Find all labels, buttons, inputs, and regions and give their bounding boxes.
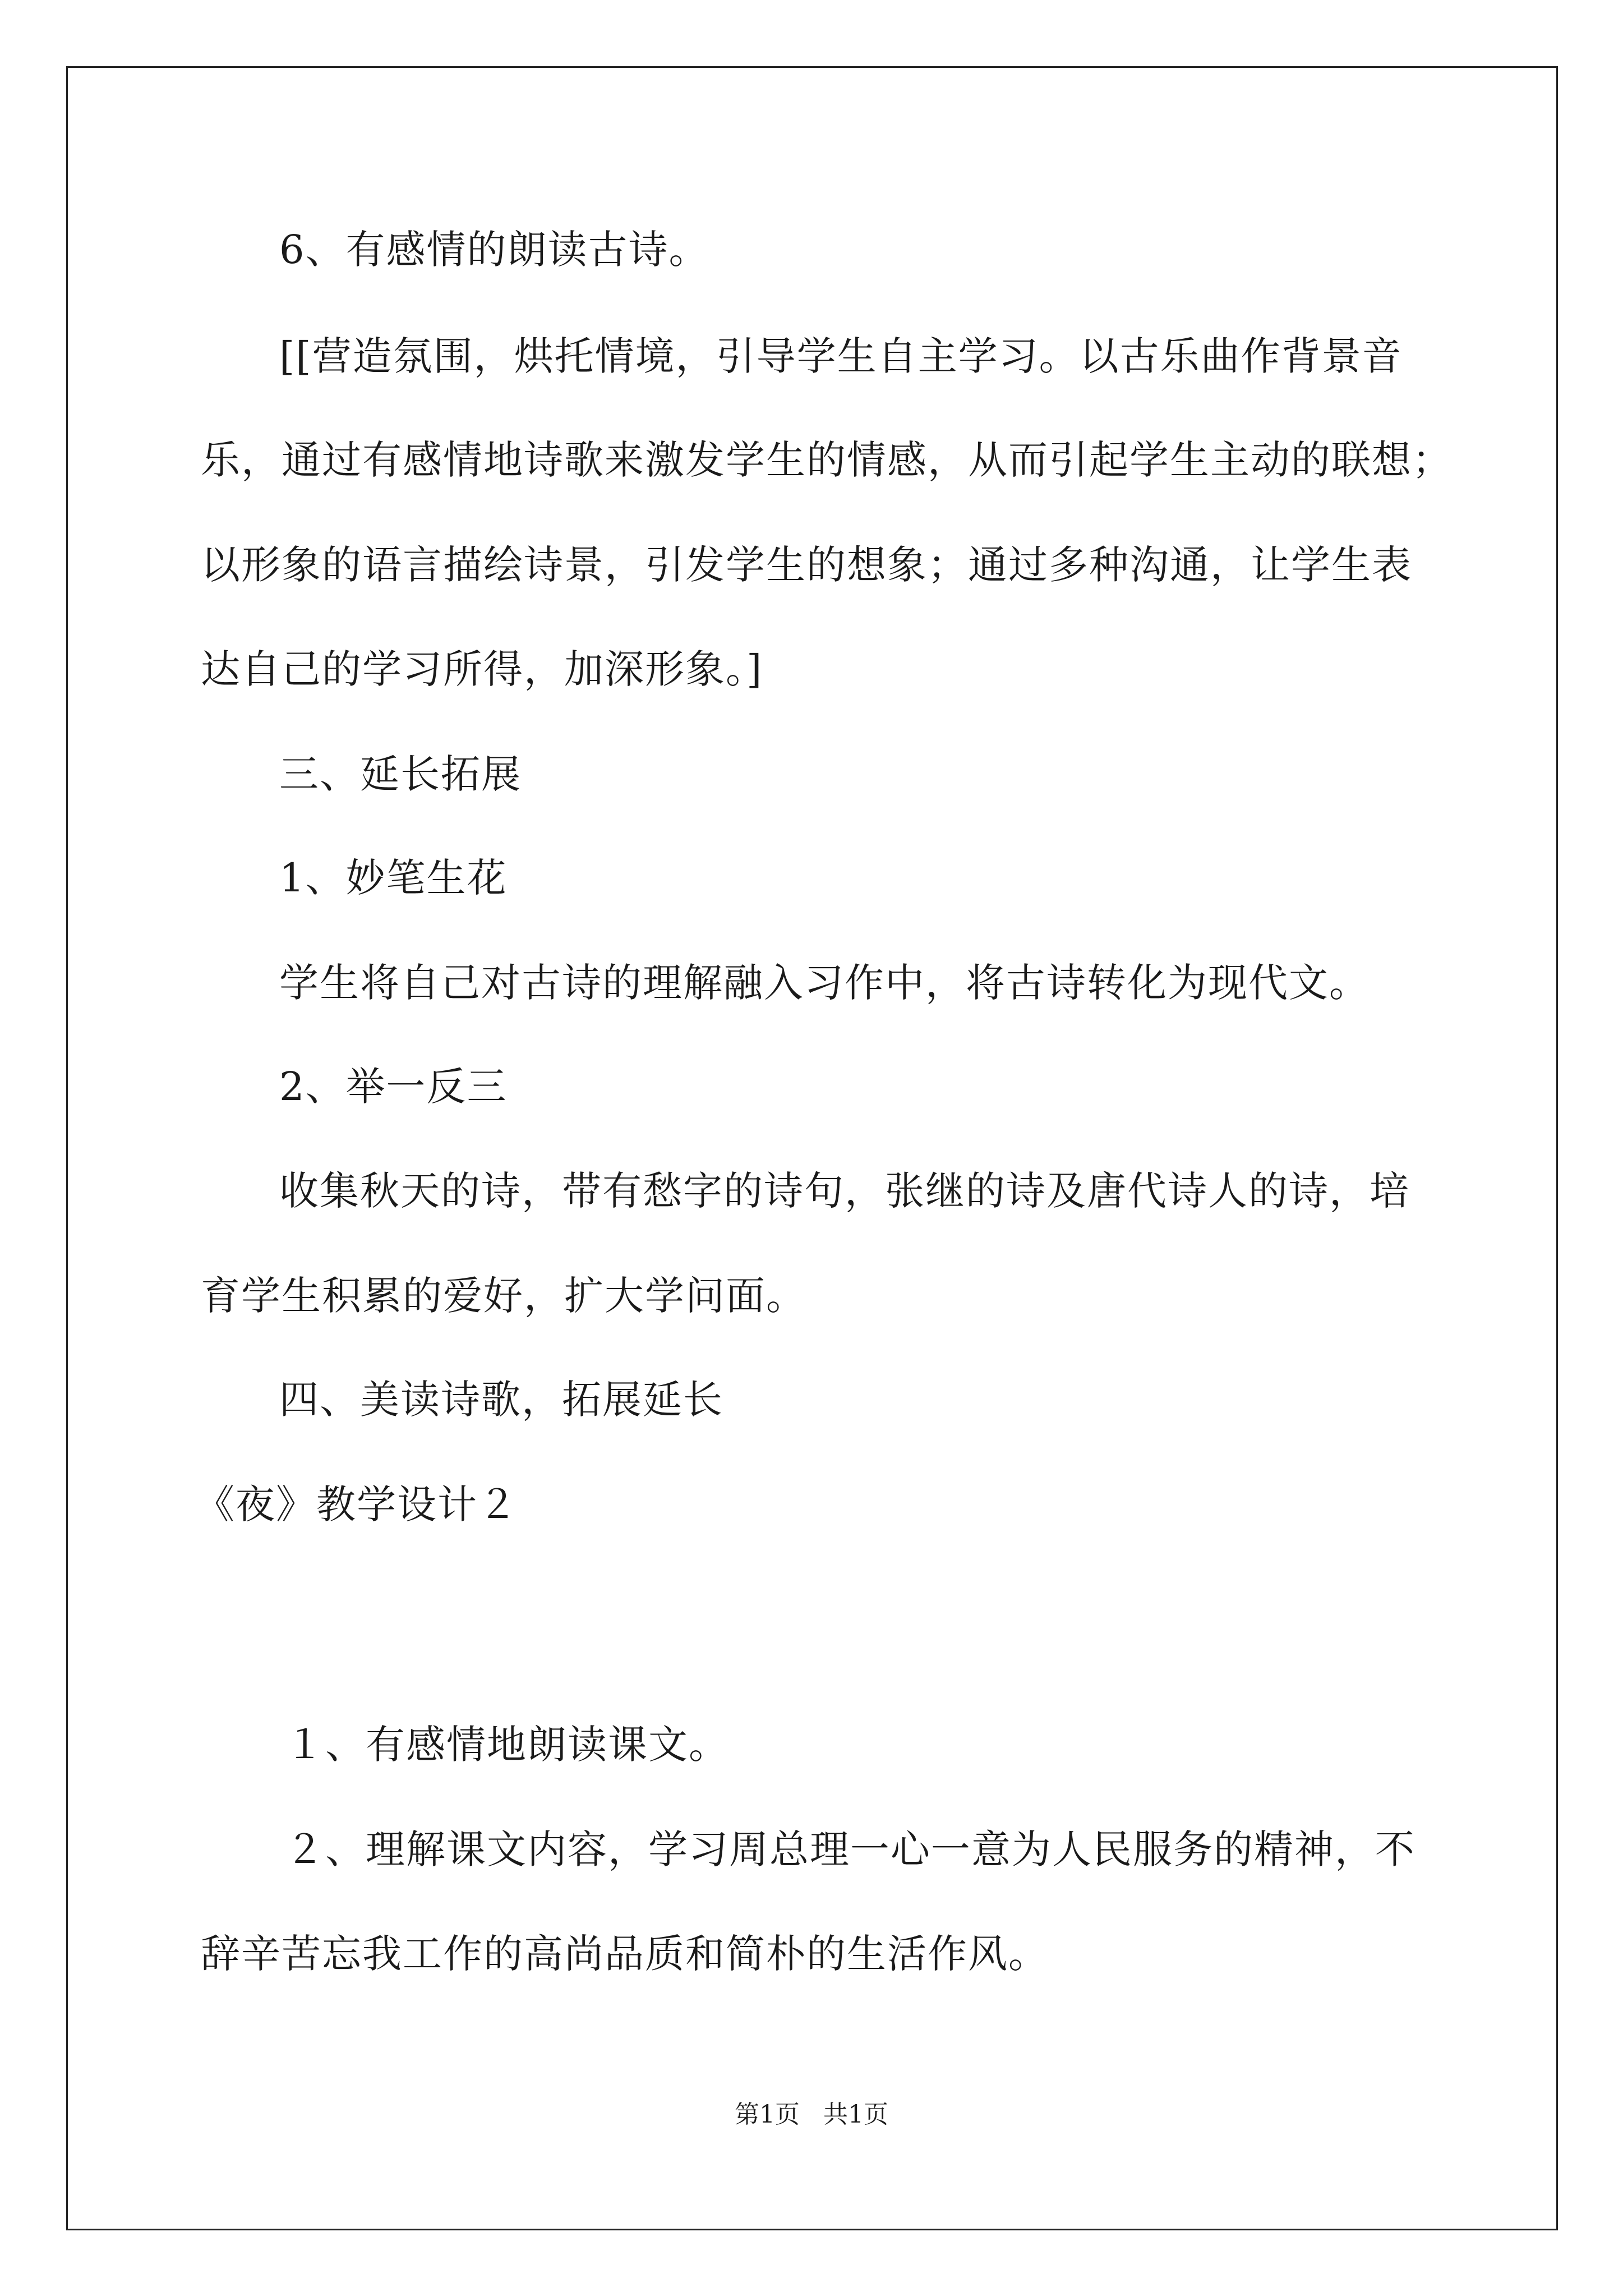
- paragraph-line: １、有感情地朗读课文。: [285, 1722, 729, 1768]
- page-border: [66, 66, 1558, 2230]
- paragraph-line: 6、有感情的朗读古诗。: [279, 227, 709, 273]
- paragraph-line: 以形象的语言描绘诗景，引发学生的想象；通过多种沟通，让学生表: [201, 542, 1412, 588]
- paragraph-line: [[营造氛围，烘托情境，引导学生自主学习。以古乐曲作背景音: [279, 333, 1403, 379]
- paragraph-line: ２、理解课文内容，学习周总理一心一意为人民服务的精神，不: [285, 1826, 1415, 1872]
- paragraph-line: 育学生积累的爱好，扩大学问面。: [201, 1273, 806, 1319]
- subheading: 1、妙笔生花: [279, 855, 508, 901]
- paragraph-line: 学生将自己对古诗的理解融入习作中，将古诗转化为现代文。: [279, 960, 1370, 1006]
- paragraph-line: 达自己的学习所得，加深形象。]: [201, 646, 763, 692]
- section-heading: 三、延长拓展: [279, 751, 522, 797]
- page-footer: 第1页 共1页: [735, 2100, 888, 2129]
- paragraph-line: 乐，通过有感情地诗歌来激发学生的情感，从而引起学生主动的联想；: [201, 437, 1453, 483]
- paragraph-line: 辞辛苦忘我工作的高尚品质和简朴的生活作风。: [201, 1931, 1049, 1977]
- section-heading: 四、美读诗歌，拓展延长: [279, 1377, 723, 1423]
- paragraph-line: 收集秋天的诗，带有愁字的诗句，张继的诗及唐代诗人的诗，培: [279, 1168, 1410, 1214]
- subheading: 2、举一反三: [279, 1064, 508, 1110]
- document-title: 《夜》教学设计２: [195, 1481, 518, 1527]
